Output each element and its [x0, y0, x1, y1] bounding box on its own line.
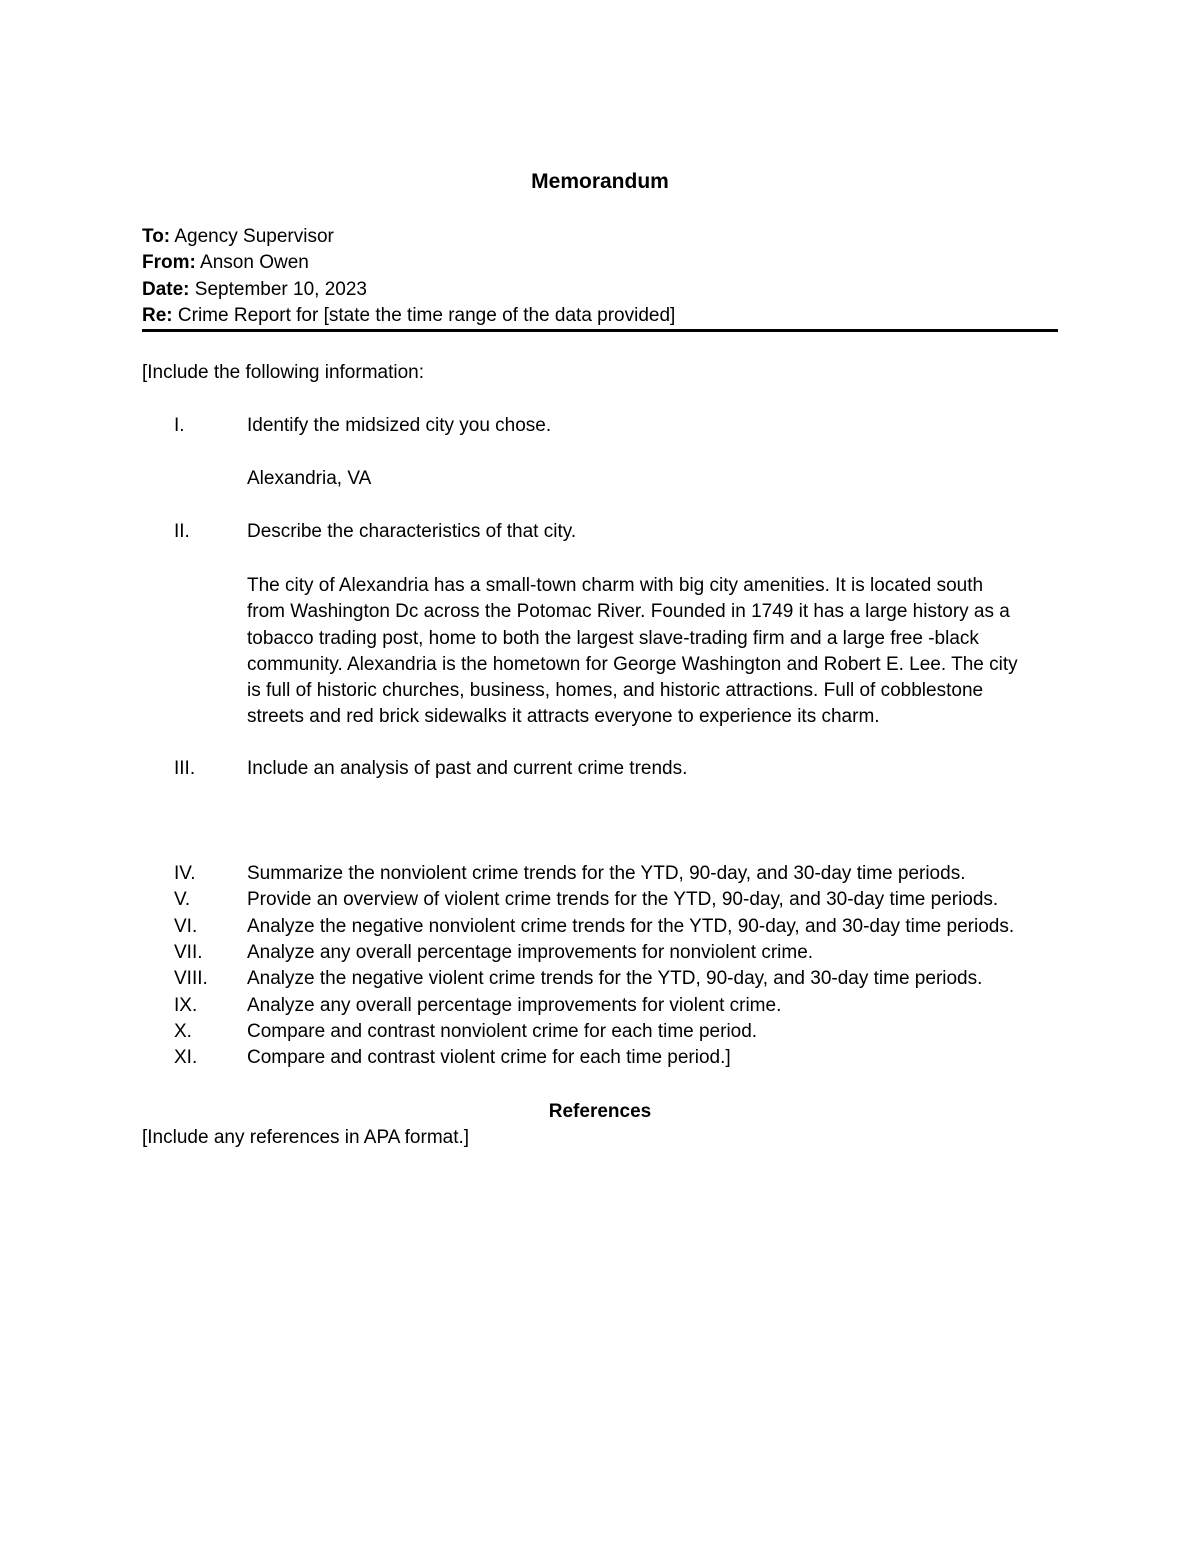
date-label: Date:: [142, 279, 190, 300]
section-text: Summarize the nonviolent crime trends for the YTD, 90-day, and 30-day time periods.: [247, 863, 966, 884]
section-text: Analyze any overall percentage improvements for violent crime.: [247, 995, 782, 1016]
paragraph-line: The city of Alexandria has a small-town charm with big city amenities. It is located south: [247, 575, 984, 596]
section-numeral: VIII.: [174, 968, 208, 989]
header-divider: [142, 329, 1058, 332]
from-value: Anson Owen: [195, 252, 309, 273]
section-numeral: V.: [174, 889, 191, 910]
section-text: Compare and contrast violent crime for each time period.]: [247, 1047, 731, 1068]
section-numeral: VI.: [174, 916, 198, 937]
section-numeral: XI.: [174, 1047, 198, 1068]
re-line: [142, 305, 675, 327]
section-numeral: X.: [174, 1021, 192, 1042]
date-value: September 10, 2023: [189, 279, 367, 300]
from-line: [142, 252, 309, 274]
section-text: Compare and contrast nonviolent crime for each time period.: [247, 1021, 758, 1042]
date-line: [142, 279, 367, 301]
to-line: [142, 226, 334, 248]
section-text: Identify the midsized city you chose.: [247, 415, 552, 436]
section-text: Analyze any overall percentage improvements for nonviolent crime.: [247, 942, 814, 963]
to-value: Agency Supervisor: [170, 226, 334, 247]
references-note: [Include any references in APA format.]: [142, 1127, 470, 1148]
section-text: Describe the characteristics of that city.: [247, 521, 577, 542]
intro-text: [Include the following information:: [142, 362, 424, 383]
to-label: To:: [142, 226, 171, 247]
from-label: From:: [142, 252, 196, 273]
memo-title: Memorandum: [531, 170, 669, 193]
section-text: Analyze the negative violent crime trends for the YTD, 90-day, and 30-day time periods.: [247, 968, 983, 989]
section-text: Include an analysis of past and current crime trends.: [247, 758, 688, 779]
section-numeral: IV.: [174, 863, 196, 884]
city-characteristics-paragraph: [247, 573, 1067, 731]
re-label: Re:: [142, 305, 173, 326]
section-numeral: VII.: [174, 942, 203, 963]
paragraph-line: community. Alexandria is the hometown for George Washington and Robert E. Lee. The city: [247, 653, 1018, 675]
city-answer: Alexandria, VA: [247, 468, 372, 489]
section-numeral: III.: [174, 758, 196, 779]
section-numeral: II.: [174, 521, 190, 542]
section-numeral: I.: [174, 415, 185, 436]
paragraph-line: tobacco trading post, home to both the largest slave-trading firm and a large free -black: [247, 627, 979, 649]
section-text: Analyze the negative nonviolent crime trends for the YTD, 90-day, and 30-day time periods.: [247, 916, 1015, 937]
paragraph-line: streets and red brick sidewalks it attracts everyone to experience its charm.: [247, 706, 880, 728]
section-text: Provide an overview of violent crime trends for the YTD, 90-day, and 30-day time periods.: [247, 889, 999, 910]
re-value: Crime Report for [state the time range of the data provided]: [172, 305, 676, 326]
section-numeral: IX.: [174, 995, 198, 1016]
paragraph-line: is full of historic churches, business, homes, and historic attractions. Full of cobblestone: [247, 680, 984, 702]
paragraph-line: from Washington Dc across the Potomac River. Founded in 1749 it has a large history as a: [247, 601, 1010, 623]
references-heading: References: [548, 1101, 652, 1122]
